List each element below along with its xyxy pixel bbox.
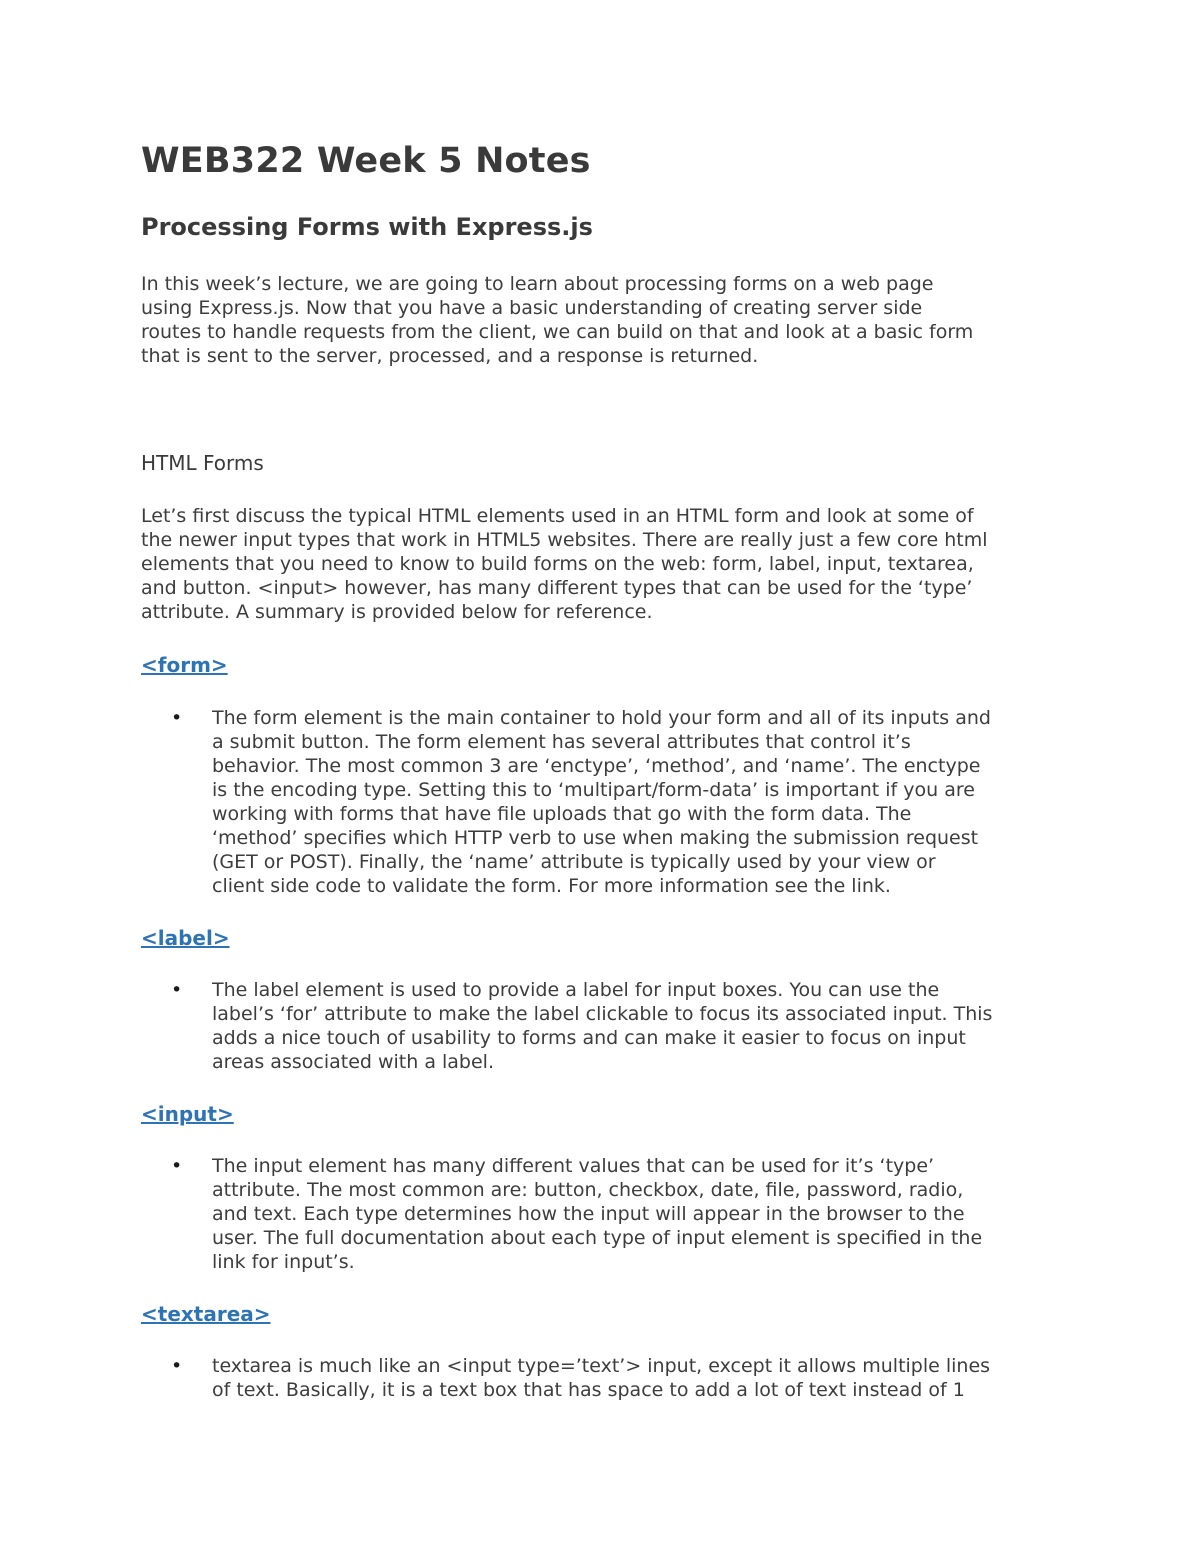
bullet-text <box>212 1354 1082 1402</box>
paragraph-line: and button. <input> however, has many different types that can be used for the ‘type’ <box>141 577 973 599</box>
section-heading-html-forms: HTML Forms <box>141 451 264 475</box>
bullet-line: client side code to validate the form. For more information see the link. <box>212 875 891 897</box>
form-element-link[interactable]: <form> <box>141 653 228 677</box>
bullet-line: of text. Basically, it is a text box that has space to add a lot of text instead of 1 <box>212 1379 965 1401</box>
intro-paragraph <box>141 272 1081 368</box>
bullet-line: ‘method’ specifies which HTTP verb to use when making the submission request <box>212 827 979 849</box>
bullet-line: behavior. The most common 3 are ‘enctype’, ‘method’, and ‘name’. The enctype <box>212 755 981 777</box>
bullet-icon: • <box>171 979 183 1001</box>
textarea-element-link[interactable]: <textarea> <box>141 1302 271 1326</box>
bullet-text <box>212 978 1082 1074</box>
bullet-text <box>212 706 1082 898</box>
bullet-text <box>212 1154 1082 1274</box>
intro-line: routes to handle requests from the client, we can build on that and look at a basic form <box>141 321 974 343</box>
bullet-line: adds a nice touch of usability to forms and can make it easier to focus on input <box>212 1027 966 1049</box>
intro-line: In this week’s lecture, we are going to learn about processing forms on a web page <box>141 273 934 295</box>
intro-line: that is sent to the server, processed, and a response is returned. <box>141 345 759 367</box>
html-forms-paragraph <box>141 504 1081 624</box>
bullet-line: textarea is much like an <input type=’text’> input, except it allows multiple lines <box>212 1355 991 1377</box>
paragraph-line: elements that you need to know to build forms on the web: form, label, input, textarea, <box>141 553 974 575</box>
bullet-line: working with forms that have file uploads that go with the form data. The <box>212 803 912 825</box>
intro-line: using Express.js. Now that you have a basic understanding of creating server side <box>141 297 923 319</box>
bullet-line: and text. Each type determines how the input will appear in the browser to the <box>212 1203 965 1225</box>
paragraph-line: the newer input types that work in HTML5 websites. There are really just a few core html <box>141 529 988 551</box>
bullet-line: areas associated with a label. <box>212 1051 495 1073</box>
bullet-line: a submit button. The form element has several attributes that control it’s <box>212 731 911 753</box>
bullet-icon: • <box>171 1155 183 1177</box>
bullet-line: The label element is used to provide a label for input boxes. You can use the <box>212 979 940 1001</box>
bullet-line: The input element has many different values that can be used for it’s ‘type’ <box>212 1155 935 1177</box>
bullet-line: link for input’s. <box>212 1251 355 1273</box>
bullet-line: The form element is the main container to hold your form and all of its inputs and <box>212 707 991 729</box>
bullet-line: attribute. The most common are: button, checkbox, date, file, password, radio, <box>212 1179 964 1201</box>
paragraph-line: Let’s first discuss the typical HTML elements used in an HTML form and look at some of <box>141 505 974 527</box>
bullet-line: is the encoding type. Setting this to ‘multipart/form-data’ is important if you are <box>212 779 975 801</box>
bullet-line: (GET or POST). Finally, the ‘name’ attribute is typically used by your view or <box>212 851 936 873</box>
page-subtitle: Processing Forms with Express.js <box>141 213 593 241</box>
bullet-line: label’s ‘for’ attribute to make the label clickable to focus its associated input. This <box>212 1003 993 1025</box>
page-title: WEB322 Week 5 Notes <box>141 141 591 181</box>
bullet-icon: • <box>171 707 183 729</box>
bullet-icon: • <box>171 1355 183 1377</box>
label-element-link[interactable]: <label> <box>141 926 230 950</box>
bullet-line: user. The full documentation about each type of input element is specified in the <box>212 1227 983 1249</box>
input-element-link[interactable]: <input> <box>141 1102 234 1126</box>
paragraph-line: attribute. A summary is provided below for reference. <box>141 601 653 623</box>
